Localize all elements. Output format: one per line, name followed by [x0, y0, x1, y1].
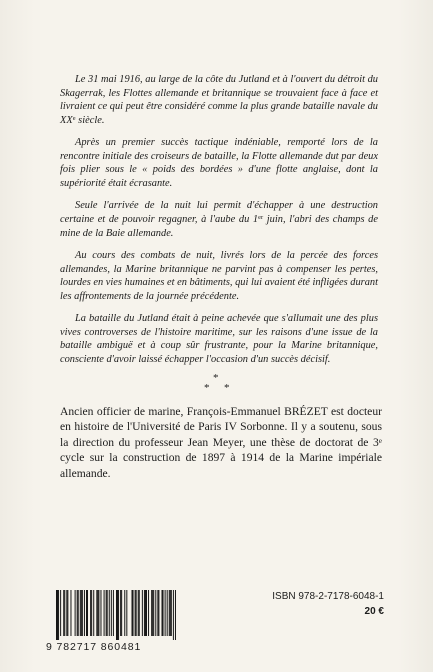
barcode-bar	[78, 590, 79, 636]
barcode-bar	[146, 590, 147, 636]
barcode-bar	[80, 590, 81, 636]
barcode-bar	[116, 590, 117, 640]
barcode-bar	[142, 590, 143, 636]
barcode-bar	[157, 590, 158, 636]
separator-star: *	[224, 382, 230, 394]
barcode-bar	[144, 590, 145, 636]
isbn: ISBN 978-2-7178-6048-1	[272, 591, 384, 602]
barcode-bar	[60, 590, 61, 636]
barcode-bar	[136, 590, 137, 636]
barcode-bar	[155, 590, 156, 636]
barcode-bar	[145, 590, 146, 636]
barcode-bar	[100, 590, 101, 636]
blurb-paragraph-3: Seule l'arrivée de la nuit lui permit d'échapper à une destruction certaine et de pouvoir regagner, à l'aube du 1er juin, l'abri des champs de mine de la Baie allemande.	[60, 200, 378, 239]
barcode-bar	[107, 590, 108, 636]
barcode-bar	[57, 590, 58, 640]
barcode-bar	[167, 590, 168, 636]
barcode-bar	[165, 590, 166, 636]
barcode-bar	[56, 590, 57, 640]
barcode-bar	[163, 590, 164, 636]
barcode-bar	[118, 590, 119, 640]
barcode-bar	[151, 590, 152, 636]
barcode-bar	[97, 590, 98, 636]
barcode-bar	[82, 590, 83, 636]
separator-star: *	[213, 372, 219, 384]
barcode-bar	[158, 590, 159, 636]
barcode-bar	[93, 590, 94, 636]
barcode-bar	[81, 590, 82, 636]
blurb-paragraph-5: La bataille du Jutland était à peine achevée que s'allumait une des plus vives controverses de l'histoire maritime, sur les raisons d'une issue de la bataille ambiguë et à coup sûr frustrante, pour la Marine britannique, consciente d'avoir laissé échapper l'occasion d'un succès décisif.	[60, 313, 378, 365]
barcode-bar	[175, 590, 176, 640]
barcode-bar	[77, 590, 78, 636]
barcode-bar	[91, 590, 92, 636]
author-bio-text: Ancien officier de marine, François-Emmanuel BRÉZET est docteur en histoire de l'Université de Paris IV Sorbonne. Il y a soutenu, sous la direction du professeur Jean Meyer, une thèse de doctorat de 3e cycle sur la construction de 1897 à 1914 de la Marine impériale allemande.	[60, 405, 382, 480]
barcode-bar	[121, 590, 122, 636]
barcode-bar	[75, 590, 76, 636]
blurb-paragraph-2: Après un premier succès tactique indéniable, remporté lors de la rencontre initiale des croiseurs de bataille, la Flotte allemande dut par deux fois plier sous le « poids des bordées » d'une flotte anglaise, dont la supériorité était écrasante.	[60, 137, 378, 189]
barcode-bar	[138, 590, 139, 636]
barcode-bar	[84, 590, 85, 636]
barcode-bar	[64, 590, 65, 636]
barcode-bar	[113, 590, 114, 636]
barcode-bar	[132, 590, 133, 636]
blurb	[60, 73, 378, 366]
barcode-bar	[63, 590, 64, 636]
barcode-bar	[106, 590, 107, 636]
barcode-bar	[70, 590, 71, 636]
author-bio	[60, 404, 382, 481]
barcode-bar	[152, 590, 153, 636]
barcode-bars	[56, 590, 176, 640]
barcode-bar	[124, 590, 125, 636]
price: 20 €	[364, 606, 384, 617]
barcode-bar	[90, 590, 91, 636]
barcode-bar	[96, 590, 97, 636]
barcode-bar	[104, 590, 105, 636]
barcode	[46, 590, 182, 654]
barcode-bar	[135, 590, 136, 636]
barcode-digits: 9 782717 860481	[46, 641, 142, 653]
barcode-bar	[139, 590, 140, 636]
barcode-bar	[133, 590, 134, 636]
barcode-bar	[111, 590, 112, 636]
barcode-bar	[148, 590, 149, 636]
barcode-bar	[117, 590, 118, 640]
blurb-paragraph-1: Le 31 mai 1916, au large de la côte du Jutland et à l'ouvert du détroit du Skagerrak, les Flottes allemande et britannique se trouvaient face à face et livraient ce qui peut être considéré comme la plus grande bataille navale du XXe siècle.	[60, 74, 378, 126]
barcode-bar	[86, 590, 87, 636]
blurb-paragraph-4: Au cours des combats de nuit, livrés lors de la percée des forces allemandes, la Marine britannique ne parvint pas à compenser les pertes, lourdes en vies humaines et en bâtiments, qui lui avaient été infligées durant les affrontements de la journée précédente.	[60, 249, 378, 302]
barcode-bar	[162, 590, 163, 636]
barcode-bar	[120, 590, 121, 636]
barcode-bar	[126, 590, 127, 636]
barcode-bar	[153, 590, 154, 636]
barcode-bar	[173, 590, 174, 640]
barcode-bar	[87, 590, 88, 636]
barcode-bar	[66, 590, 67, 636]
barcode-bar	[109, 590, 110, 636]
barcode-bar	[58, 590, 59, 640]
barcode-bar	[170, 590, 171, 636]
barcode-bar	[171, 590, 172, 636]
separator-star: *	[204, 382, 210, 394]
barcode-bar	[98, 590, 99, 636]
barcode-bar	[67, 590, 68, 636]
barcode-bar	[169, 590, 170, 636]
